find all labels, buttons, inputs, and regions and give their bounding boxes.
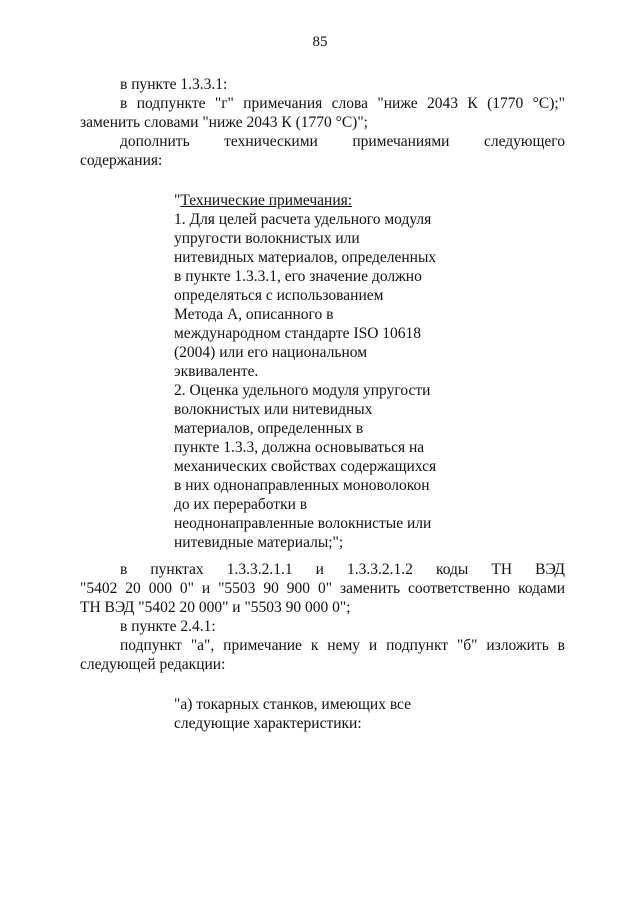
notes-line: упругости волокнистых или <box>174 230 360 247</box>
amendment-block-1 <box>80 75 565 170</box>
notes-line: материалов, определенных в <box>174 420 364 437</box>
lathe-definition-quote <box>174 695 474 733</box>
notes-line: в них однонаправленных моноволокон <box>174 477 430 494</box>
paragraph: ТН ВЭД "5402 20 000" и "5503 90 000 0"; <box>80 599 351 616</box>
notes-line: до их переработки в <box>174 496 308 513</box>
notes-line: 2. Оценка удельного модуля упругости <box>174 382 431 399</box>
open-quote: " <box>174 192 181 209</box>
notes-line: волокнистых или нитевидных <box>174 401 373 418</box>
notes-title: Технические примечания: <box>180 192 353 209</box>
paragraph: содержания: <box>80 152 163 169</box>
notes-line: Метода А, описанного в <box>174 306 334 323</box>
notes-line: неоднонаправленные волокнистые или <box>174 515 432 532</box>
notes-line: нитевидных материалов, определенных <box>174 249 437 266</box>
paragraph: в пункте 1.3.3.1: <box>120 76 228 93</box>
paragraph: заменить словами "ниже 2043 К (1770 °С)"; <box>80 114 368 131</box>
notes-line: определяться с использованием <box>174 287 384 304</box>
notes-line: 1. Для целей расчета удельного модуля <box>174 211 432 228</box>
paragraph: в пунктах 1.3.3.2.1.1 и 1.3.3.2.1.2 коды ТН ВЭД <box>120 561 565 578</box>
notes-line: международном стандарте ISO 10618 <box>174 325 422 342</box>
paragraph: "5402 20 000 0" и "5503 90 900 0" заменить соответственно кодами <box>80 580 565 597</box>
technical-notes-quote <box>174 191 474 552</box>
notes-title-line <box>174 191 474 210</box>
quote-line: "а) токарных станков, имеющих все <box>174 696 411 713</box>
paragraph: в подпункте "г" примечания слова "ниже 2043 К (1770 °С);" <box>120 95 565 112</box>
paragraph: следующей редакции: <box>80 656 226 673</box>
notes-line: эквиваленте. <box>174 363 259 380</box>
paragraph: подпункт "а", примечание к нему и подпункт "б" изложить в <box>120 637 565 654</box>
notes-line: нитевидные материалы;"; <box>174 534 344 551</box>
page-number: 85 <box>312 34 328 50</box>
quote-line: следующие характеристики: <box>174 715 362 732</box>
paragraph: в пункте 2.4.1: <box>120 618 216 635</box>
notes-line: в пункте 1.3.3.1, его значение должно <box>174 268 422 285</box>
notes-line: пункте 1.3.3, должна основываться на <box>174 439 425 456</box>
amendment-block-2 <box>80 560 565 674</box>
paragraph: дополнить техническими примечаниями следующего <box>120 133 565 150</box>
notes-line: механических свойствах содержащихся <box>174 458 437 475</box>
notes-line: (2004) или его национальном <box>174 344 368 361</box>
